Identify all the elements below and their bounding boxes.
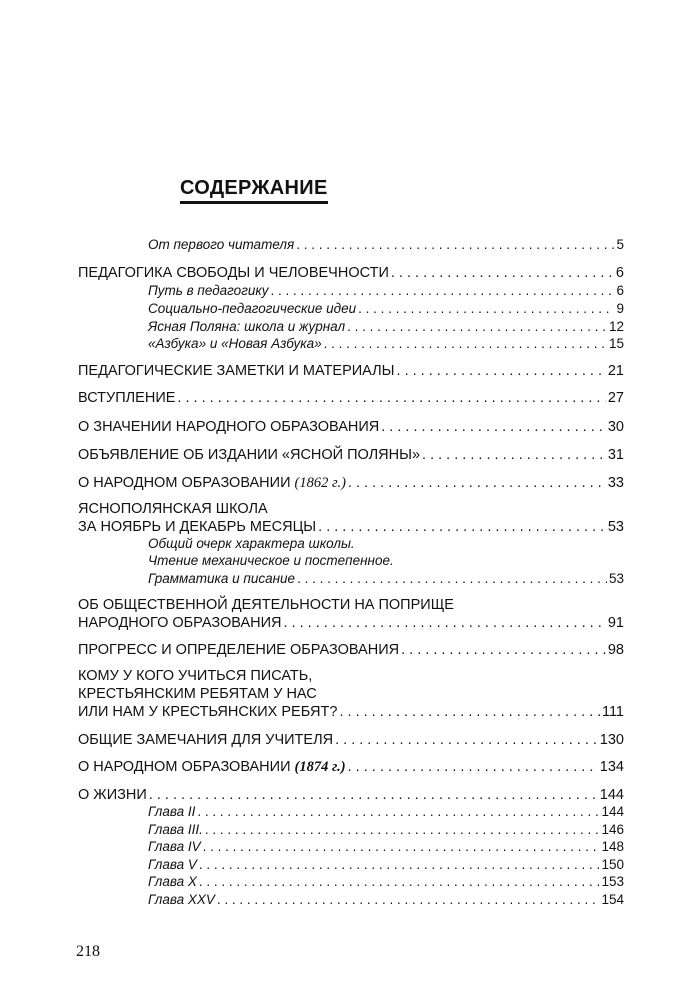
- toc-entry-page: 27: [607, 390, 624, 406]
- dot-leader: [149, 786, 598, 804]
- toc-entry-title: НАРОДНОГО ОБРАЗОВАНИЯ: [78, 615, 282, 631]
- toc-entry-title-text: О НАРОДНОМ ОБРАЗОВАНИИ: [78, 475, 291, 491]
- toc-entry-title: Глава II: [148, 804, 196, 819]
- dot-leader: [335, 731, 598, 749]
- toc-entry-title: Ясная Поляна: школа и журнал: [148, 319, 346, 334]
- toc-entry[interactable]: [148, 335, 624, 353]
- toc-entry-page: 98: [607, 642, 624, 658]
- toc-entry[interactable]: [78, 362, 624, 380]
- toc-entry-page: 33: [607, 475, 624, 491]
- dot-leader: [401, 641, 606, 659]
- toc-entry[interactable]: [78, 264, 624, 282]
- dot-leader: [381, 418, 606, 436]
- toc-entry-year: (1874 г.): [294, 759, 346, 775]
- toc-entry-page: 144: [599, 787, 624, 803]
- toc-entry-page: 6: [615, 265, 624, 281]
- toc-entry-title: ПЕДАГОГИКА СВОБОДЫ И ЧЕЛОВЕЧНОСТИ: [78, 265, 389, 281]
- toc-entry-title: ПЕДАГОГИЧЕСКИЕ ЗАМЕТКИ И МАТЕРИАЛЫ: [78, 363, 395, 379]
- toc-entry[interactable]: [148, 300, 624, 318]
- toc-entry[interactable]: [148, 570, 624, 588]
- toc-entry[interactable]: [78, 518, 624, 536]
- toc-entry-page: 30: [607, 419, 624, 435]
- dot-leader: [197, 803, 599, 821]
- toc-entry-title: Глава III.: [148, 822, 203, 837]
- toc-entry[interactable]: [148, 838, 624, 856]
- toc-entry-title: ЗА НОЯБРЬ И ДЕКАБРЬ МЕСЯЦЫ: [78, 519, 317, 535]
- dot-leader: [271, 282, 615, 300]
- toc-entry-title-line: Общий очерк характера школы.: [148, 536, 355, 551]
- toc-entry-page: 150: [601, 857, 624, 872]
- toc-entry-page: 148: [601, 839, 624, 854]
- dot-leader: [348, 474, 606, 492]
- toc-entry[interactable]: [78, 418, 624, 436]
- toc-entry-page: 144: [601, 804, 624, 819]
- toc-entry-title: ИЛИ НАМ У КРЕСТЬЯНСКИХ РЕБЯТ?: [78, 704, 338, 720]
- dot-leader: [347, 318, 607, 336]
- toc-entry[interactable]: [78, 614, 624, 632]
- dot-leader: [397, 362, 606, 380]
- toc-entry-page: 5: [616, 237, 624, 252]
- toc-entry-title: Глава V: [148, 857, 197, 872]
- toc-entry[interactable]: [78, 389, 624, 407]
- toc-entry-title: [78, 474, 346, 492]
- dot-leader: [199, 856, 600, 874]
- dot-leader: [217, 891, 600, 909]
- toc-entry[interactable]: [78, 731, 624, 749]
- toc-entry[interactable]: [148, 236, 624, 254]
- toc-entry[interactable]: [148, 282, 624, 300]
- toc-entry-title-line: КРЕСТЬЯНСКИМ РЕБЯТАМ У НАС: [78, 686, 317, 702]
- toc-entry-title-line: ЯСНОПОЛЯНСКАЯ ШКОЛА: [78, 501, 268, 517]
- toc-entry-title-line: КОМУ У КОГО УЧИТЬСЯ ПИСАТЬ,: [78, 668, 313, 684]
- toc-entry-year: (1862 г.): [294, 475, 346, 491]
- toc-entry-page: 134: [599, 759, 624, 775]
- toc-entry-title-line: Чтение механическое и постепенное.: [148, 553, 394, 568]
- toc-entry-page: 53: [608, 571, 624, 586]
- toc-entry-page: 53: [607, 519, 624, 535]
- toc-entry-title: О ЗНАЧЕНИИ НАРОДНОГО ОБРАЗОВАНИЯ: [78, 419, 380, 435]
- dot-leader: [297, 570, 607, 588]
- dot-leader: [199, 873, 600, 891]
- dot-leader: [391, 264, 614, 282]
- toc-entry[interactable]: [148, 803, 624, 821]
- toc-entry-title-line: ОБ ОБЩЕСТВЕННОЙ ДЕЯТЕЛЬНОСТИ НА ПОПРИЩЕ: [78, 597, 454, 613]
- toc-entry-title: Путь в педагогику: [148, 283, 269, 298]
- toc-entry-page: 154: [601, 892, 624, 907]
- dot-leader: [296, 236, 614, 254]
- toc-entry-page: 130: [599, 732, 624, 748]
- dot-leader: [358, 300, 614, 318]
- dot-leader: [177, 389, 605, 407]
- dot-leader: [348, 758, 598, 776]
- toc-entry[interactable]: [148, 318, 624, 336]
- toc-entry-title: ВСТУПЛЕНИЕ: [78, 390, 176, 406]
- dot-leader: [339, 703, 600, 721]
- toc-entry-title: Грамматика и писание: [148, 571, 296, 586]
- toc-entry-title: ОБЪЯВЛЕНИЕ ОБ ИЗДАНИИ «ЯСНОЙ ПОЛЯНЫ»: [78, 447, 421, 463]
- toc-entry-page: 153: [601, 874, 624, 889]
- toc-entry-title: ПРОГРЕСС И ОПРЕДЕЛЕНИЕ ОБРАЗОВАНИЯ: [78, 642, 400, 658]
- toc-entry[interactable]: [78, 758, 624, 776]
- dot-leader: [205, 821, 600, 839]
- toc-entry-title: «Азбука» и «Новая Азбука»: [148, 336, 322, 351]
- toc-entry[interactable]: [78, 641, 624, 659]
- toc-entry[interactable]: [78, 474, 624, 492]
- toc-entry-page: 6: [616, 283, 624, 298]
- toc-entry[interactable]: [148, 821, 624, 839]
- toc-entry-page: 12: [608, 319, 624, 334]
- toc-entry-page: 15: [608, 336, 624, 351]
- toc-entry-title-text: О НАРОДНОМ ОБРАЗОВАНИИ: [78, 759, 291, 775]
- toc-entry[interactable]: [148, 856, 624, 874]
- toc-entry[interactable]: [78, 703, 624, 721]
- toc-entry-title: [78, 758, 346, 776]
- dot-leader: [324, 335, 607, 353]
- toc-entry-title: Глава XXV: [148, 892, 215, 907]
- toc-entry-page: 146: [601, 822, 624, 837]
- toc-entry-page: 111: [601, 704, 624, 720]
- dot-leader: [422, 446, 606, 464]
- toc-entry-page: 9: [616, 301, 624, 316]
- dot-leader: [283, 614, 605, 632]
- toc-entry-page: 91: [607, 615, 624, 631]
- toc-entry-title: О ЖИЗНИ: [78, 787, 147, 803]
- toc-entry-title: Социально-педагогические идеи: [148, 301, 357, 316]
- dot-leader: [203, 838, 600, 856]
- toc-entry[interactable]: [148, 873, 624, 891]
- toc-entry-page: 31: [607, 447, 624, 463]
- toc-entry-title: Глава IV: [148, 839, 201, 854]
- toc-entry[interactable]: [148, 891, 624, 909]
- toc-entry-title: От первого читателя: [148, 237, 295, 252]
- toc-entry[interactable]: [78, 446, 624, 464]
- page-number: 218: [76, 943, 100, 960]
- page-title: СОДЕРЖАНИЕ: [180, 176, 328, 204]
- toc-entry[interactable]: [78, 786, 624, 804]
- toc-entry-title: ОБЩИЕ ЗАМЕЧАНИЯ ДЛЯ УЧИТЕЛЯ: [78, 732, 334, 748]
- toc-entry-page: 21: [607, 363, 624, 379]
- toc-entry-title: Глава X: [148, 874, 197, 889]
- dot-leader: [318, 518, 606, 536]
